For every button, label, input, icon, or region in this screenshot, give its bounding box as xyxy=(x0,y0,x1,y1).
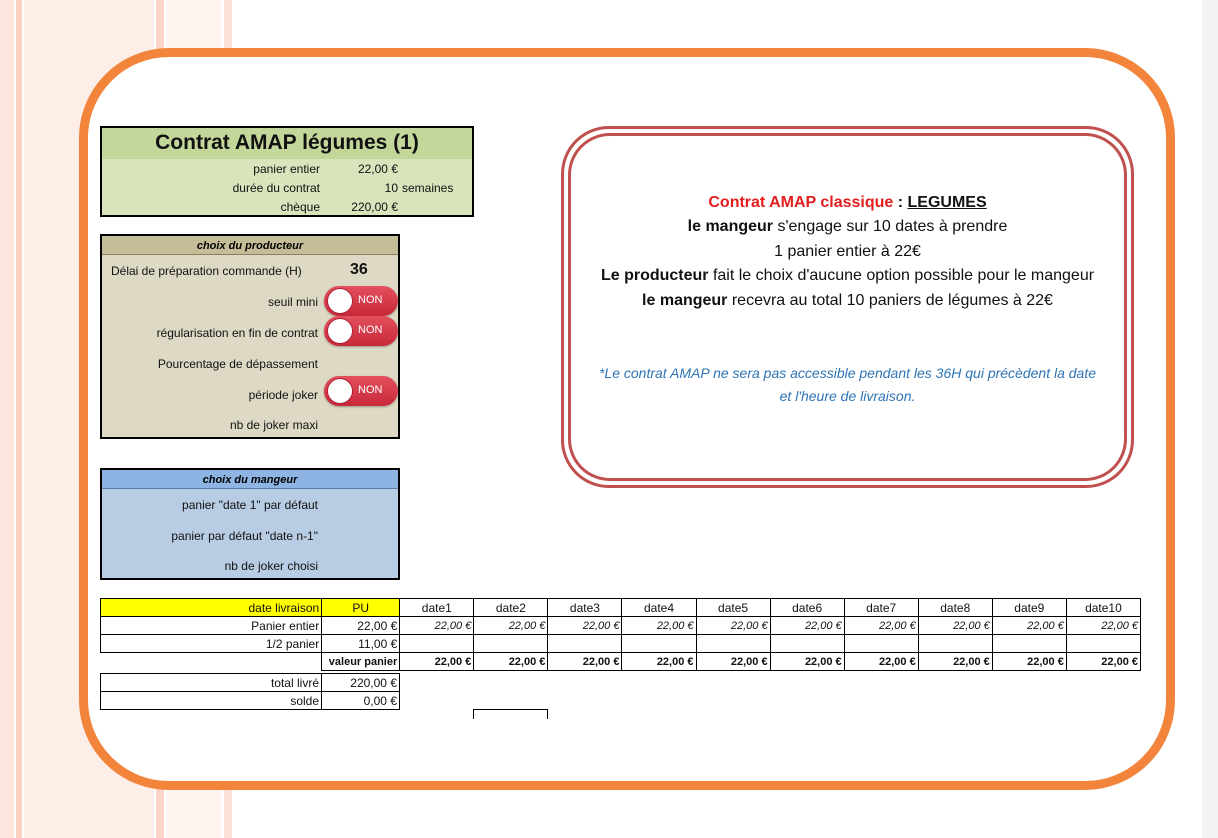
quantity-cell[interactable]: 22,00 € xyxy=(1066,617,1140,635)
quantity-cell[interactable]: 22,00 € xyxy=(622,617,696,635)
delay-value: 36 xyxy=(350,261,368,278)
valeur-cell: 22,00 € xyxy=(992,653,1066,671)
quantity-cell[interactable] xyxy=(770,635,844,653)
seuil-toggle[interactable] xyxy=(324,286,398,316)
quantity-cell[interactable]: 22,00 € xyxy=(844,617,918,635)
cell-fragment xyxy=(473,709,548,719)
quantity-cell[interactable] xyxy=(696,635,770,653)
totals-table xyxy=(100,673,400,710)
quantity-cell[interactable]: 22,00 € xyxy=(770,617,844,635)
quantity-cell[interactable]: 22,00 € xyxy=(992,617,1066,635)
valeur-cell: 22,00 € xyxy=(844,653,918,671)
contract-value-duree: 10 xyxy=(384,181,398,195)
valeur-cell: 22,00 € xyxy=(918,653,992,671)
solde-label: solde xyxy=(101,692,322,710)
row-label-panier-entier: Panier entier xyxy=(101,617,322,635)
table-row xyxy=(101,653,1141,671)
quantity-cell[interactable] xyxy=(1066,635,1140,653)
joker-toggle[interactable] xyxy=(324,376,398,406)
info-producteur-text: fait le choix d'aucune option possible pour le mangeur xyxy=(708,267,1095,285)
toggle-text: NON xyxy=(358,324,383,336)
contract-box xyxy=(100,126,474,217)
toggle-knob xyxy=(327,318,353,344)
toggle-text: NON xyxy=(358,294,383,306)
date-header: date4 xyxy=(622,599,696,617)
info-mangeur2-bold: le mangeur xyxy=(642,291,728,309)
contract-value-cheque: 220,00 € xyxy=(351,200,398,214)
valeur-cell: 22,00 € xyxy=(622,653,696,671)
contract-label-duree: durée du contrat xyxy=(232,181,320,195)
quantity-cell[interactable]: 22,00 € xyxy=(696,617,770,635)
regul-label: régularisation en fin de contrat xyxy=(156,326,318,340)
quantity-cell[interactable] xyxy=(400,635,474,653)
valeur-cell: 22,00 € xyxy=(696,653,770,671)
table-row xyxy=(101,635,1141,653)
valeur-cell: 22,00 € xyxy=(548,653,622,671)
quantity-cell[interactable] xyxy=(474,635,548,653)
date1-default-label: panier "date 1" par défaut xyxy=(182,498,318,512)
info-line-panier: 1 panier entier à 22€ xyxy=(774,242,921,260)
date-header: date3 xyxy=(548,599,622,617)
contract-label-cheque: chèque xyxy=(280,200,320,214)
eater-box xyxy=(100,468,400,580)
info-producteur-bold: Le producteur xyxy=(600,267,709,285)
toggle-knob xyxy=(327,378,353,404)
info-mangeur-bold: le mangeur xyxy=(687,218,774,236)
date-header: date6 xyxy=(770,599,844,617)
valeur-cell: 22,00 € xyxy=(400,653,474,671)
info-total-text: recevra au total 10 paniers de légumes à 22€ xyxy=(727,291,1053,309)
info-title-legumes: LEGUMES xyxy=(907,194,987,211)
valeur-cell: 22,00 € xyxy=(770,653,844,671)
pu-header: PU xyxy=(322,599,400,617)
info-line-engagement xyxy=(591,215,1104,239)
info-line-producteur xyxy=(591,264,1104,288)
pourcentage-label: Pourcentage de dépassement xyxy=(157,357,318,371)
delay-label: Délai de préparation commande (H) xyxy=(111,264,302,278)
contract-label-panier: panier entier xyxy=(253,162,320,176)
joker-label: période joker xyxy=(248,388,318,402)
quantity-cell[interactable]: 22,00 € xyxy=(474,617,548,635)
empty-cell xyxy=(101,653,322,671)
info-box xyxy=(568,133,1127,481)
info-note: *Le contrat AMAP ne sera pas accessible pendant les 36H qui précèdent la date et l'heure de livraison. xyxy=(598,365,1097,404)
info-engagement-text: s'engage sur 10 dates à prendre xyxy=(773,218,1008,236)
quantity-cell[interactable] xyxy=(992,635,1066,653)
table-row xyxy=(101,692,400,710)
nb-joker-maxi-label: nb de joker maxi xyxy=(229,418,318,432)
date-header: date5 xyxy=(696,599,770,617)
pu-cell: 11,00 € xyxy=(322,635,400,653)
pu-cell: 22,00 € xyxy=(322,617,400,635)
decor-stripe xyxy=(16,0,22,838)
table-row xyxy=(101,617,1141,635)
contract-value-panier: 22,00 € xyxy=(357,162,398,176)
daten-default-label: panier par défaut "date n-1" xyxy=(171,529,318,543)
info-title-sep: : xyxy=(893,194,908,211)
toggle-knob xyxy=(327,288,353,314)
producer-header-text: choix du producteur xyxy=(196,240,304,252)
quantity-cell[interactable] xyxy=(918,635,992,653)
seuil-label: seuil mini xyxy=(267,295,318,309)
delivery-table xyxy=(100,598,1141,671)
eater-header-text: choix du mangeur xyxy=(202,474,298,486)
total-livre-value: 220,00 € xyxy=(322,674,400,692)
date-livraison-header: date livraison xyxy=(101,599,322,617)
regul-toggle[interactable] xyxy=(324,316,398,346)
date-header: date8 xyxy=(918,599,992,617)
valeur-cell: 22,00 € xyxy=(474,653,548,671)
date-header: date10 xyxy=(1066,599,1140,617)
quantity-cell[interactable] xyxy=(548,635,622,653)
eater-header xyxy=(102,470,398,489)
contract-extra-semaines: semaines xyxy=(402,181,454,195)
decor-stripe xyxy=(0,0,14,838)
contract-title: Contrat AMAP légumes (1) xyxy=(155,131,419,154)
producer-box xyxy=(100,234,400,439)
nb-joker-choisi-label: nb de joker choisi xyxy=(224,559,318,573)
quantity-cell[interactable] xyxy=(622,635,696,653)
info-title xyxy=(591,191,1104,215)
quantity-cell[interactable] xyxy=(844,635,918,653)
date-header: date1 xyxy=(400,599,474,617)
date-header: date9 xyxy=(992,599,1066,617)
valeur-cell: 22,00 € xyxy=(1066,653,1140,671)
valeur-panier-label: valeur panier xyxy=(322,653,400,671)
date-header: date7 xyxy=(844,599,918,617)
table-row xyxy=(101,674,400,692)
info-title-red: Contrat AMAP classique xyxy=(708,194,894,211)
quantity-cell[interactable]: 22,00 € xyxy=(400,617,474,635)
table-header-row xyxy=(101,599,1141,617)
solde-value: 0,00 € xyxy=(322,692,400,710)
producer-header xyxy=(102,236,398,255)
info-line-total xyxy=(591,289,1104,313)
decor-stripe xyxy=(1202,0,1218,838)
quantity-cell[interactable]: 22,00 € xyxy=(548,617,622,635)
date-header: date2 xyxy=(474,599,548,617)
total-livre-label: total livré xyxy=(101,674,322,692)
toggle-text: NON xyxy=(358,384,383,396)
quantity-cell[interactable]: 22,00 € xyxy=(918,617,992,635)
row-label-demi-panier: 1/2 panier xyxy=(101,635,322,653)
